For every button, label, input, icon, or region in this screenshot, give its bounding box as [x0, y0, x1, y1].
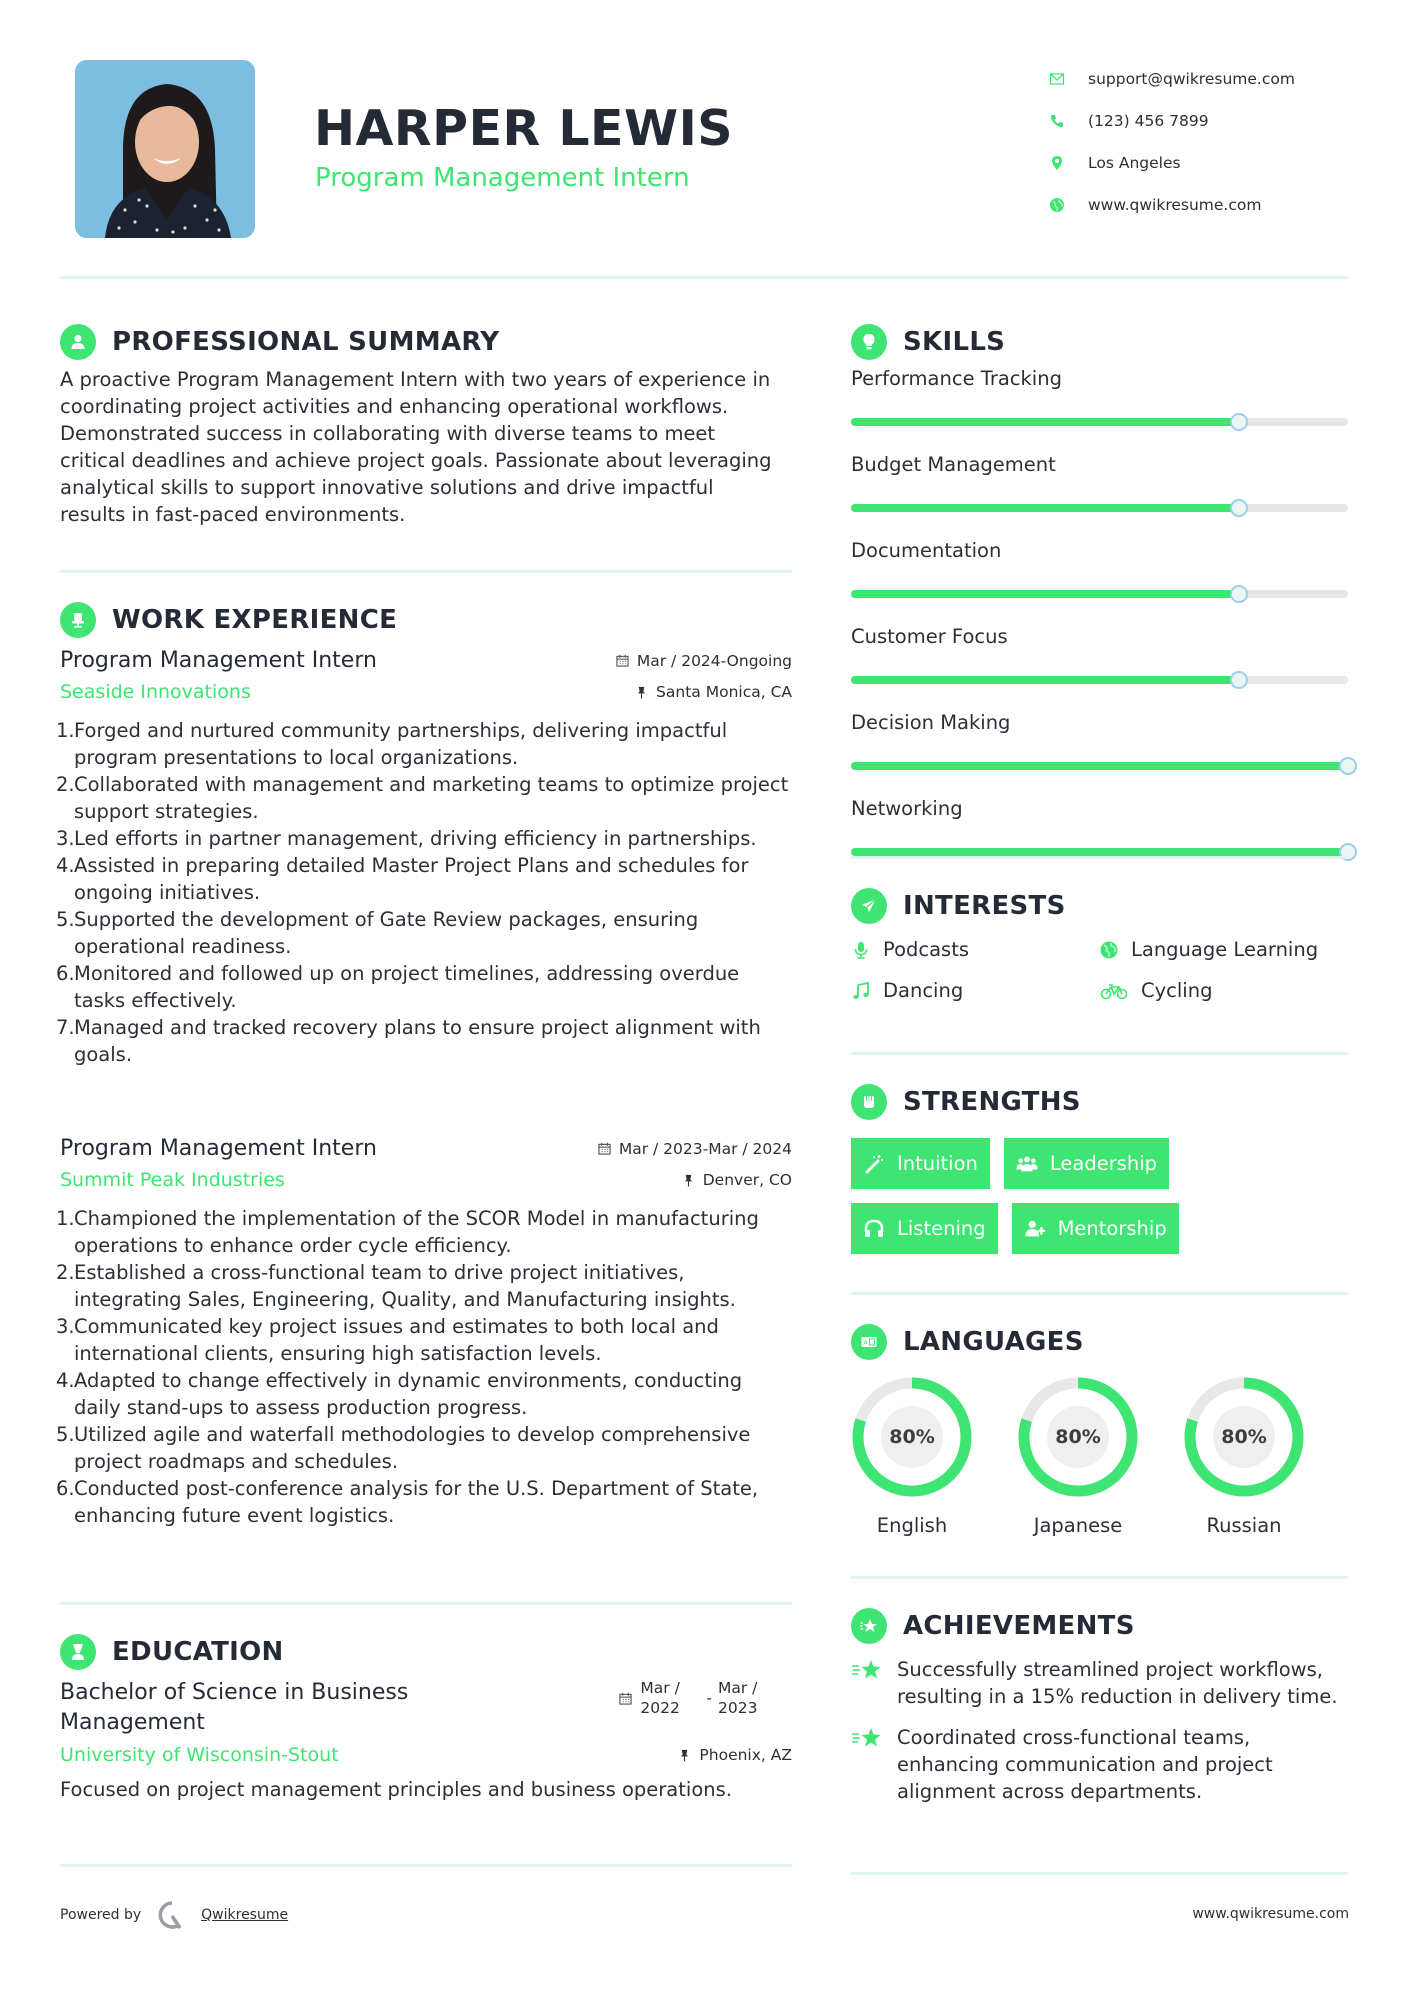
achievement-item — [851, 1724, 1348, 1805]
bullet-item: 2. Established a cross-functional team to drive project initiatives, integrating Sales, Engineering, Quality, and Manufacturing insights. — [56, 1261, 736, 1311]
bullet-item: 3. Led efforts in partner management, driving efficiency in partnerships. — [56, 827, 757, 850]
slider-handle[interactable] — [1230, 413, 1248, 431]
calendar-icon — [616, 654, 629, 667]
education-date-end: Mar / 2023 — [718, 1679, 758, 1717]
language-name: Russian — [1206, 1514, 1282, 1537]
education-heading — [60, 1632, 792, 1672]
candidate-role: Program Management Intern — [315, 163, 690, 193]
languages-heading — [851, 1322, 1348, 1362]
language-item — [851, 1376, 973, 1537]
skill-slider[interactable] — [851, 590, 1348, 598]
language-item — [1183, 1376, 1305, 1537]
language-name: Japanese — [1033, 1514, 1123, 1537]
powered-by-label: Powered by — [60, 1907, 142, 1923]
education-date-separator: - — [706, 1689, 712, 1707]
skill-slider[interactable] — [851, 676, 1348, 684]
skill-item — [851, 794, 1348, 856]
summary-text: A proactive Program Management Intern with two years of experience in coordinating project activities and enhancing operational workflows. Demonstrated success in collaborating with diverse teams to meet critical deadlines and achieve project goals. Passionate about leveraging analytical skills to support innovative solutions and drive impactful results in fast-paced environments. — [60, 368, 772, 526]
contact-phone-text: (123) 456 7899 — [1088, 112, 1209, 130]
job-title: Program Management Intern — [60, 1136, 377, 1161]
school-name: University of Wisconsin-Stout — [60, 1744, 339, 1766]
interests-heading — [851, 886, 1348, 926]
skill-label: Budget Management — [851, 453, 1056, 476]
strength-label: Listening — [897, 1217, 986, 1240]
experience-title: WORK EXPERIENCE — [112, 605, 398, 635]
bullet-item: 2. Collaborated with management and marketing teams to optimize project support strategies. — [56, 773, 789, 823]
summary-divider — [60, 570, 792, 573]
strength-tag — [1004, 1138, 1169, 1189]
skill-item — [851, 536, 1348, 598]
interest-label: Language Learning — [1131, 938, 1319, 961]
skills-divider — [851, 856, 1348, 859]
skill-label: Documentation — [851, 539, 1002, 562]
globe-icon — [1099, 940, 1119, 960]
interest-item — [851, 938, 1099, 961]
candidate-name: HARPER LEWIS — [314, 100, 734, 157]
interest-label: Cycling — [1141, 979, 1213, 1002]
calendar-icon — [619, 1692, 632, 1705]
translate-icon — [851, 1324, 887, 1360]
header-divider — [60, 276, 1348, 279]
contact-email[interactable] — [1048, 58, 1295, 100]
bullet-item: 6. Conducted post-conference analysis for the U.S. Department of State, enhancing future event logistics. — [56, 1477, 759, 1527]
contact-website[interactable] — [1048, 184, 1295, 226]
skill-item — [851, 364, 1348, 426]
education-title: EDUCATION — [112, 1637, 284, 1667]
skill-slider[interactable] — [851, 762, 1348, 770]
strengths-divider — [851, 1292, 1348, 1295]
achievement-item — [851, 1656, 1348, 1710]
job-dates — [598, 1140, 792, 1158]
skill-slider[interactable] — [851, 504, 1348, 512]
skill-label: Decision Making — [851, 711, 1011, 734]
bullet-item: 5. Supported the development of Gate Review packages, ensuring operational readiness. — [56, 908, 699, 958]
achievements-title: ACHIEVEMENTS — [903, 1611, 1135, 1641]
bicycle-icon — [1099, 981, 1129, 1001]
lightbulb-icon — [851, 324, 887, 360]
star-badge-icon — [851, 1608, 887, 1644]
bullet-item: 7. Managed and tracked recovery plans to ensure project alignment with goals. — [56, 1016, 761, 1066]
job-company: Summit Peak Industries — [60, 1169, 285, 1191]
contact-website-text: www.qwikresume.com — [1088, 196, 1262, 214]
user-plus-icon — [1024, 1218, 1046, 1240]
skill-label: Customer Focus — [851, 625, 1008, 648]
pushpin-icon — [635, 686, 648, 699]
skill-item — [851, 450, 1348, 512]
office-chair-icon — [60, 602, 96, 638]
language-name: English — [876, 1514, 948, 1537]
interests-section — [851, 886, 1348, 1002]
summary-section — [60, 322, 792, 528]
education-description: Focused on project management principles and business operations. — [60, 1778, 732, 1801]
education-section — [60, 1632, 792, 1803]
contact-location — [1048, 142, 1295, 184]
achievements-section — [851, 1606, 1348, 1805]
achievement-text: Successfully streamlined project workflows, resulting in a 15% reduction in delivery time. — [897, 1658, 1338, 1708]
bullet-item: 1. Championed the implementation of the SCOR Model in manufacturing operations to enhance order cycle efficiency. — [56, 1207, 759, 1257]
paper-plane-icon — [851, 888, 887, 924]
job-dates-text: Mar / 2023-Mar / 2024 — [618, 1139, 792, 1158]
bullet-item: 5. Utilized agile and waterfall methodologies to develop comprehensive project roadmaps and schedules. — [56, 1423, 751, 1473]
experience-divider — [60, 1602, 792, 1605]
bullet-item: 4. Assisted in preparing detailed Master Project Plans and schedules for ongoing initiatives. — [56, 854, 749, 904]
graduate-icon — [60, 1634, 96, 1670]
strength-label: Mentorship — [1057, 1217, 1167, 1240]
interests-divider — [851, 1052, 1348, 1055]
slider-handle[interactable] — [1230, 671, 1248, 689]
headphones-icon — [863, 1218, 885, 1240]
strength-tags — [851, 1138, 1251, 1254]
education-dates — [619, 1678, 764, 1718]
skill-label: Networking — [851, 797, 963, 820]
interest-label: Podcasts — [883, 938, 970, 961]
slider-handle[interactable] — [1230, 585, 1248, 603]
bullet-item: 6. Monitored and followed up on project timelines, addressing overdue tasks effectively. — [56, 962, 740, 1012]
footer-website-link[interactable]: www.qwikresume.com — [1192, 1906, 1349, 1922]
skills-title: SKILLS — [903, 327, 1006, 357]
job-location — [682, 1171, 792, 1189]
language-percent: 80% — [1055, 1426, 1101, 1448]
achievement-list — [851, 1656, 1348, 1805]
language-progress-ring — [851, 1376, 973, 1498]
job-dates — [616, 652, 792, 670]
achievements-divider — [851, 1872, 1348, 1875]
achievements-heading — [851, 1606, 1348, 1646]
experience-section — [56, 600, 792, 1068]
skills-section — [851, 322, 1348, 880]
education-location — [678, 1746, 792, 1764]
contact-phone[interactable] — [1048, 100, 1295, 142]
contact-list — [1048, 58, 1295, 226]
avatar-portrait — [75, 60, 255, 238]
education-divider — [60, 1864, 792, 1867]
map-pin-icon — [1048, 154, 1066, 172]
interest-item — [851, 979, 1099, 1002]
languages-section — [851, 1322, 1348, 1537]
strength-tag — [1012, 1203, 1179, 1254]
job-company: Seaside Innovations — [60, 681, 251, 703]
interests-title: INTERESTS — [903, 891, 1066, 921]
strength-label: Leadership — [1049, 1152, 1158, 1175]
pushpin-icon — [682, 1174, 695, 1187]
strengths-title: STRENGTHS — [903, 1087, 1081, 1117]
skills-heading — [851, 322, 1348, 362]
interest-list — [851, 938, 1348, 1002]
fist-icon — [851, 1084, 887, 1120]
language-item — [1017, 1376, 1139, 1537]
language-progress-ring — [1017, 1376, 1139, 1498]
footer-powered-by — [60, 1900, 288, 1930]
strengths-section — [851, 1082, 1348, 1254]
language-list — [851, 1376, 1348, 1537]
job-entry — [56, 1136, 792, 1529]
strength-tag — [851, 1203, 998, 1254]
degree-title: Bachelor of Science in Business Management — [60, 1680, 409, 1735]
bullet-item: 1. Forged and nurtured community partnerships, delivering impactful program presentations to local organizations. — [56, 719, 728, 769]
music-note-icon — [851, 981, 871, 1001]
languages-title: LANGUAGES — [903, 1327, 1084, 1357]
shooting-star-icon — [851, 1658, 883, 1682]
job-bullets — [56, 1205, 792, 1529]
job-location — [635, 683, 792, 701]
user-icon — [60, 324, 96, 360]
achievement-text: Coordinated cross-functional teams, enhancing communication and project alignment across departments. — [897, 1726, 1273, 1803]
job-entry — [56, 648, 792, 1068]
education-location-text: Phoenix, AZ — [699, 1746, 792, 1764]
job-title: Program Management Intern — [60, 648, 377, 673]
language-percent: 80% — [1221, 1426, 1267, 1448]
skill-list — [851, 364, 1348, 856]
job-bullets — [56, 717, 792, 1068]
interest-label: Dancing — [883, 979, 964, 1002]
svg-text:A: A — [863, 1339, 868, 1347]
skill-item — [851, 622, 1348, 684]
experience-heading — [60, 600, 792, 640]
bullet-item: 3. Communicated key project issues and estimates to both local and international clients, ensuring high satisfaction levels. — [56, 1315, 719, 1365]
contact-email-text: support@qwikresume.com — [1088, 70, 1295, 88]
magic-wand-icon — [863, 1153, 885, 1175]
strength-label: Intuition — [897, 1152, 978, 1175]
microphone-icon — [851, 940, 871, 960]
strength-tag — [851, 1138, 990, 1189]
languages-divider — [851, 1576, 1348, 1579]
skill-label: Performance Tracking — [851, 367, 1062, 390]
calendar-icon — [598, 1142, 611, 1155]
summary-title: PROFESSIONAL SUMMARY — [112, 327, 500, 357]
users-icon — [1016, 1153, 1038, 1175]
job-location-text: Santa Monica, CA — [656, 683, 792, 701]
education-date-start: Mar / 2022 — [640, 1679, 680, 1717]
pushpin-icon — [678, 1749, 691, 1762]
qwikresume-logo-icon — [157, 1900, 187, 1930]
strengths-heading — [851, 1082, 1348, 1122]
slider-handle[interactable] — [1339, 757, 1357, 775]
job-dates-text: Mar / 2024-Ongoing — [636, 651, 792, 670]
profile-photo — [75, 60, 255, 238]
bullet-item: 4. Adapted to change effectively in dynamic environments, conducting daily stand-ups to assess production progress. — [56, 1369, 743, 1419]
phone-icon — [1048, 112, 1066, 130]
summary-heading — [60, 322, 792, 362]
contact-location-text: Los Angeles — [1088, 154, 1181, 172]
interest-item — [1099, 979, 1349, 1002]
job-location-text: Denver, CO — [702, 1171, 792, 1189]
slider-handle[interactable] — [1230, 499, 1248, 517]
skill-slider[interactable] — [851, 418, 1348, 426]
language-percent: 80% — [889, 1426, 935, 1448]
language-progress-ring — [1183, 1376, 1305, 1498]
skill-item — [851, 708, 1348, 770]
shooting-star-icon — [851, 1726, 883, 1750]
skill-slider[interactable] — [851, 848, 1348, 856]
globe-icon — [1048, 196, 1066, 214]
interest-item — [1099, 938, 1349, 961]
qwikresume-link[interactable]: Qwikresume — [201, 1907, 289, 1923]
envelope-icon — [1048, 70, 1066, 88]
